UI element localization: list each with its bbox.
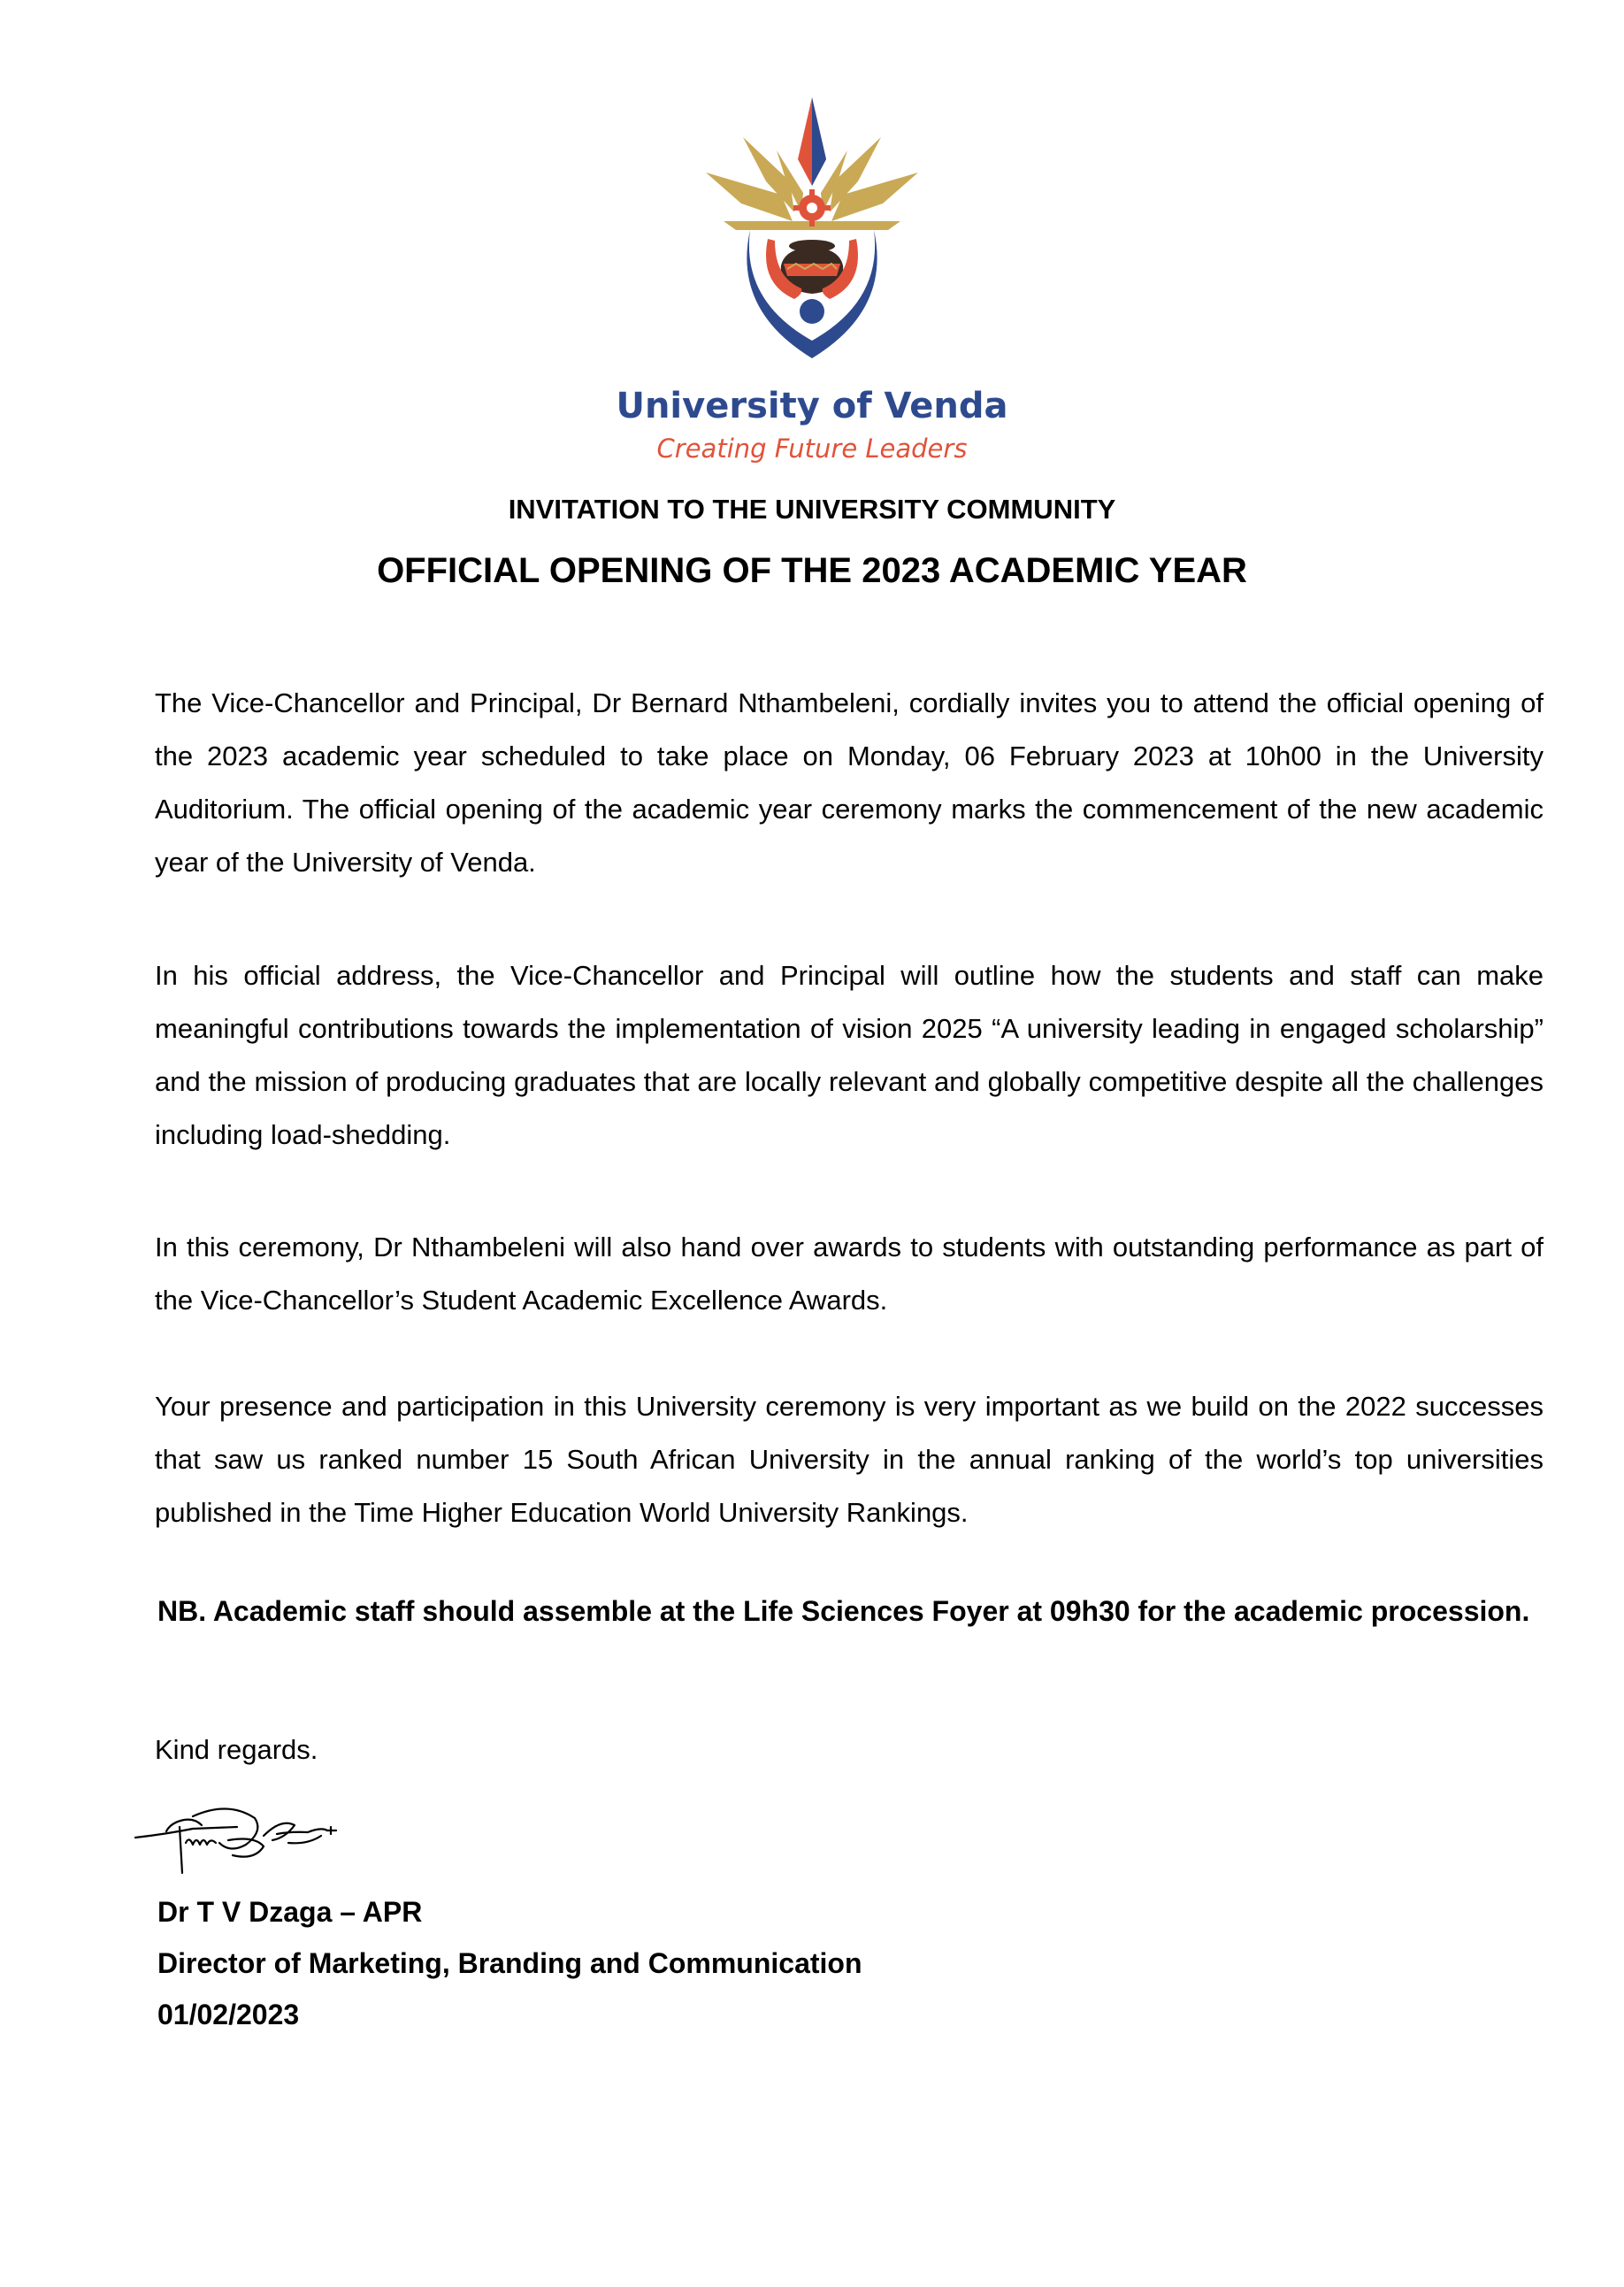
university-tagline: Creating Future Leaders: [656, 434, 968, 464]
signatory-name: Dr T V Dzaga – APR: [157, 1896, 423, 1928]
nb-notice: NB. Academic staff should assemble at the Life Sciences Foyer at 09h30 for the academic procession.: [157, 1595, 1530, 1627]
signatory-title: Director of Marketing, Branding and Communication: [157, 1947, 862, 1979]
invitation-subheading: INVITATION TO THE UNIVERSITY COMMUNITY: [508, 494, 1116, 525]
handwritten-signature-icon: [131, 1792, 396, 1893]
page-title: OFFICIAL OPENING OF THE 2023 ACADEMIC YEAR: [377, 551, 1247, 590]
body-paragraph: In this ceremony, Dr Nthambeleni will also hand over awards to students with outstanding performance as part of the Vice-Chancellor’s Student Academic Excellence Awards.: [155, 1232, 1544, 1316]
closing-text: Kind regards.: [155, 1734, 318, 1765]
university-logo: [0, 88, 1624, 372]
university-crest-icon: [688, 88, 936, 372]
university-name: University of Venda: [616, 386, 1008, 426]
body-paragraph: In his official address, the Vice-Chancellor and Principal will outline how the students and staff can make meaningful contributions towards the implementation of vision 2025 “A university leading in engaged scholarship” and the mission of producing graduates that are locally relevant and globally competitive despite all the challenges including load-shedding.: [155, 960, 1544, 1150]
body-paragraph: The Vice-Chancellor and Principal, Dr Bernard Nthambeleni, cordially invites you to attend the official opening of the 2023 academic year scheduled to take place on Monday, 06 February 2023 at 10h00 in the University Auditorium. The official opening of the academic year ceremony marks the commencement of the new academic year of the University of Venda.: [155, 687, 1544, 878]
body-paragraph: Your presence and participation in this University ceremony is very important as we build on the 2022 successes that saw us ranked number 15 South African University in the annual ranking of the world’s top universities published in the Time Higher Education World University Rankings.: [155, 1391, 1544, 1528]
signature-date: 01/02/2023: [157, 1999, 300, 2030]
